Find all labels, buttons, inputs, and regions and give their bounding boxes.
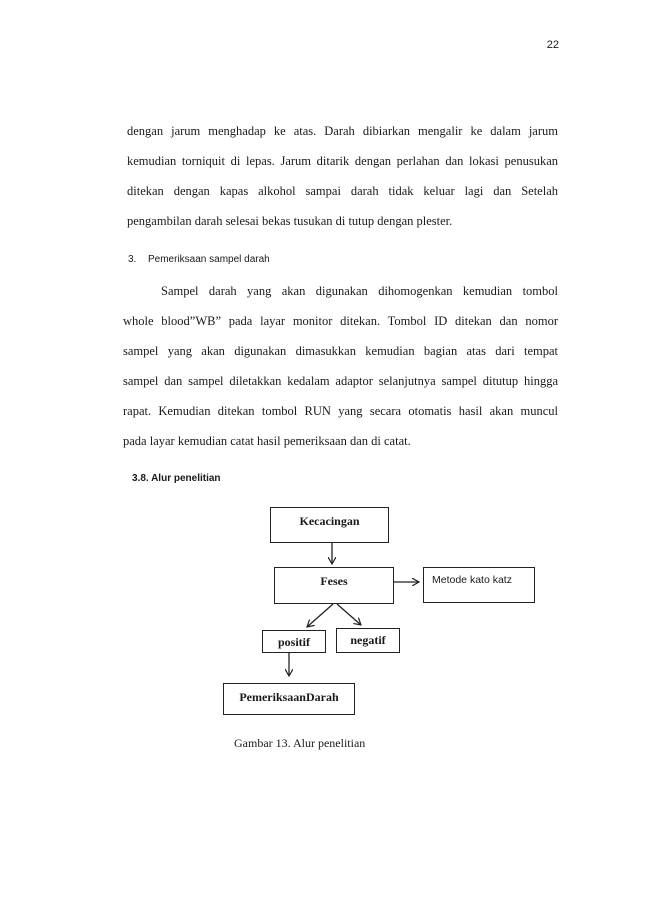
text-line: rapat. Kemudian ditekan tombol RUN yang secara otomatis hasil akan muncul xyxy=(123,404,558,418)
text-line: kemudian torniquit di lepas. Jarum ditarik dengan perlahan dan lokasi penusukan xyxy=(127,154,558,168)
flow-node-feses xyxy=(274,567,394,604)
list-label: Pemeriksaan sampel darah xyxy=(148,254,270,265)
section-heading: 3.8. Alur penelitian xyxy=(132,473,221,484)
node-label: PemeriksaanDarah xyxy=(239,690,339,704)
text-line: pada layar kemudian catat hasil pemeriksaan dan di catat. xyxy=(123,434,411,448)
flow-node-metode xyxy=(423,567,535,603)
paragraph-blood-draw xyxy=(127,122,558,242)
flow-node-pemeriksaan-darah xyxy=(223,683,355,715)
arrow-feses-negatif xyxy=(337,604,361,625)
text-line: ditekan dengan kapas alkohol sampai darah tidak keluar lagi dan Setelah xyxy=(127,184,558,198)
text-line: sampel yang akan digunakan dimasukkan kemudian bagian atas dari tempat xyxy=(123,344,558,358)
node-label: positif xyxy=(277,635,310,649)
list-item-sample-exam xyxy=(128,254,270,265)
text-line: Sampel darah yang akan digunakan dihomogenkan kemudian tombol xyxy=(161,284,558,298)
flow-node-kecacingan xyxy=(270,507,389,543)
node-label: Kecacingan xyxy=(299,514,360,528)
node-label: Feses xyxy=(320,574,348,588)
text-line: pengambilan darah selesai bekas tusukan di tutup dengan plester. xyxy=(127,214,453,228)
page-number: 22 xyxy=(546,39,559,51)
paragraph-sample-exam xyxy=(123,282,558,462)
arrow-feses-positif xyxy=(307,604,333,627)
figure-caption: Gambar 13. Alur penelitian xyxy=(234,736,366,750)
node-label: negatif xyxy=(350,633,386,647)
text-line: sampel dan sampel diletakkan kedalam adaptor selanjutnya sampel ditutup hingga xyxy=(123,374,558,388)
text-line: whole blood”WB” pada layar monitor ditekan. Tombol ID ditekan dan nomor xyxy=(123,314,558,328)
text-line: dengan jarum menghadap ke atas. Darah dibiarkan mengalir ke dalam jarum xyxy=(127,124,558,138)
flow-node-positif xyxy=(262,630,326,653)
list-number: 3. xyxy=(128,254,137,265)
flow-node-negatif xyxy=(336,628,400,653)
node-label: Metode kato katz xyxy=(432,574,512,586)
